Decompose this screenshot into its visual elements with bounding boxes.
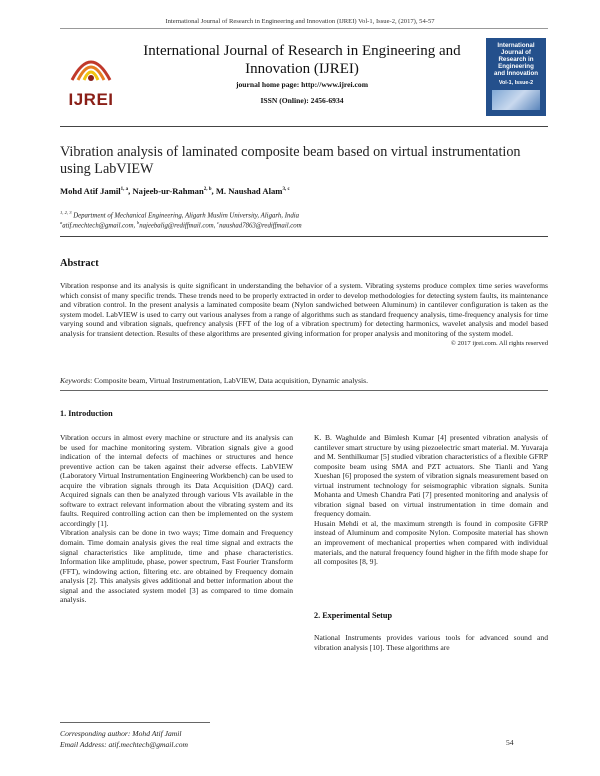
author-name: M. Naushad Alam: [215, 186, 283, 196]
author-sup: 3, c: [282, 187, 290, 193]
keywords: [60, 376, 548, 385]
cover-image: [492, 90, 540, 110]
corresponding-email[interactable]: Email Address: atif.mechtech@gmail.com: [60, 740, 189, 749]
affiliation: [60, 210, 550, 219]
paper-title: Vibration analysis of laminated composite beam based on virtual instrumentation using LabVIEW: [60, 144, 521, 177]
journal-issn: ISSN (Online): 2456-6934: [260, 96, 344, 105]
logo-arcs-icon: [66, 40, 116, 90]
logo-text: IJREI: [68, 90, 114, 109]
footnote-divider: [60, 722, 210, 723]
email-sup: b: [136, 220, 140, 225]
title-divider: [60, 126, 548, 127]
paragraph: Vibration analysis can be done in two ways; Time domain and Frequency domain. Time domain analysis gives the real time signal and extracts the signal characteristics like amplitude, time and phase characteristics. Information like amplitude, phase, power spectrum, Fast Fourier Transform (FFT), windowing action, filtering etc. are obtained by Frequency domain analysis [2]. This analysis gives additional and better information about the signal and the associated system model [3] as compared to time domain analysis.: [60, 528, 293, 605]
journal-homepage[interactable]: journal home page: http://www.ijrei.com: [235, 80, 369, 89]
keywords-text: : Composite beam, Virtual Instrumentation, LabVIEW, Data acquisition, Dynamic analysis.: [90, 376, 369, 385]
affiliation-sup: 1, 2, 3: [60, 210, 72, 215]
section-heading-experimental-setup: 2. Experimental Setup: [314, 611, 393, 620]
abstract-heading: Abstract: [60, 258, 99, 269]
header-divider: [60, 28, 548, 29]
cover-line: Journal of: [501, 49, 531, 56]
author-emails: [60, 220, 550, 229]
email-sup: a: [60, 220, 63, 225]
copyright-notice: © 2017 ijrei.com. All rights reserved: [450, 339, 548, 347]
cover-volume: Vol-1, Issue-2: [498, 80, 534, 86]
email-sup: c: [217, 220, 220, 225]
paragraph: K. B. Waghulde and Bimlesh Kumar [4] presented vibration analysis of cantilever smart structure by using piezoelectric smart material. M. Yuvaraja and M. Senthilkumar [5] studied vibration characteristics of a flexible GFRP composite beam using SMA and PZT actuators. She Tianli and Yang Xueshan [6] proposed the system of vibration signals measurement based on virtual instrument technology for seismographic vibration signals. Sunita Mohanta and Umesh Chandra Pati [7] presented monitoring and analysis of vibration signal based on virtual instrumentation in time domain and frequency domain.: [314, 433, 548, 519]
journal-logo: [62, 38, 120, 108]
cover-line: Research in: [498, 56, 534, 63]
journal-cover-thumbnail: [486, 38, 546, 116]
keywords-label: Keywords: [60, 376, 91, 385]
author-name: Mohd Atif Jamil: [60, 186, 121, 196]
journal-title: International Journal of Research in Engineering and Innovation (IJREI): [143, 43, 461, 77]
email-text[interactable]: naushad7863@rediffmail.com: [219, 222, 302, 230]
author-sup: 1, a: [120, 187, 129, 193]
cover-line: and Innovation: [494, 70, 538, 77]
abstract-text: Vibration response and its analysis is quite significant in understanding the behavior of a system. Vibrating systems produce complex time series waveforms which consist of many specific trends. These trends need to be properly extracted in order to develop methodologies for detecting system faults, its maintenance and vibration control. In the present analysis a laminated composite beam (Nylon sandwiched between Aluminum) in cantilever configuration is taken as the system model. LabVIEW is used to carry out various analyses from a range of algorithms such as standard frequency analysis, time-frequency analysis for time varying sound and vibration signals, quefrency analysis (FFT of the log of a vibration spectrum) for detecting harmonics, wavelet analysis and model based analysis for transient detection. Results of these algorithms are presented giving information for proper analysis and monitoring of the system model.: [60, 281, 548, 338]
page-number: 54: [506, 738, 514, 747]
paragraph: Husain Mehdi et al, the maximum strength is found in composite GFRP instead of Aluminum and composite Nylon. Composite material has shown an improvement of mechanical properties when compared with individual materials, and the natural frequency found higher in the fifth mode shape for all composites [8, 9].: [314, 518, 548, 567]
author-sup: 2, b: [203, 187, 212, 193]
email-text[interactable]: atif.mechtech@gmail.com,: [62, 222, 137, 230]
paragraph: Vibration occurs in almost every machine or structure and its analysis can be used for machine monitoring system. Vibration signals give a good indication of the internal defects of machines or structures and hence preventive action can be taken against their adverse effects. LabVIEW (Laboratory Virtual Instrumentation Engineering Workbench) can be used to acquire the vibration signals through its Data Acquisition (DAQ) card. Acquired signals can then be analyzed through various VIs available in the software to extract relevant information about the vibrating system and its faults. Required controlling action can then be implemented on the system accordingly [1].: [60, 433, 293, 528]
author-list: Mohd Atif Jamil$^{1, a}$, Najeeb-ur-Rahman$^{2, b}$, M. Naushad Alam$^{3, c}$: [60, 186, 290, 196]
email-text[interactable]: najeebalig@rediffmail.com,: [139, 222, 218, 230]
corresponding-author: Corresponding author: Mohd Atif Jamil: [60, 729, 182, 738]
abstract-body: [60, 281, 548, 348]
paragraph: National Instruments provides various tools for advanced sound and vibration analysis [10]. These algorithms are: [314, 633, 548, 652]
section-heading-introduction: 1. Introduction: [60, 409, 113, 418]
running-header: International Journal of Research in Engineering and Innovation (IJREI) Vol-1, Issue-2, (2017), 54-57: [165, 18, 435, 25]
cover-line: International: [497, 42, 535, 49]
left-column: [60, 433, 293, 605]
affiliation-text: Department of Mechanical Engineering, Aligarh Muslim University, Aligarh, India: [73, 212, 300, 220]
cover-line: Engineering: [498, 63, 534, 70]
right-column-continued: [314, 633, 548, 652]
right-column: [314, 433, 548, 567]
keywords-divider: [60, 390, 548, 391]
abstract-divider: [60, 236, 548, 237]
author-name: Najeeb-ur-Rahman: [132, 186, 204, 196]
